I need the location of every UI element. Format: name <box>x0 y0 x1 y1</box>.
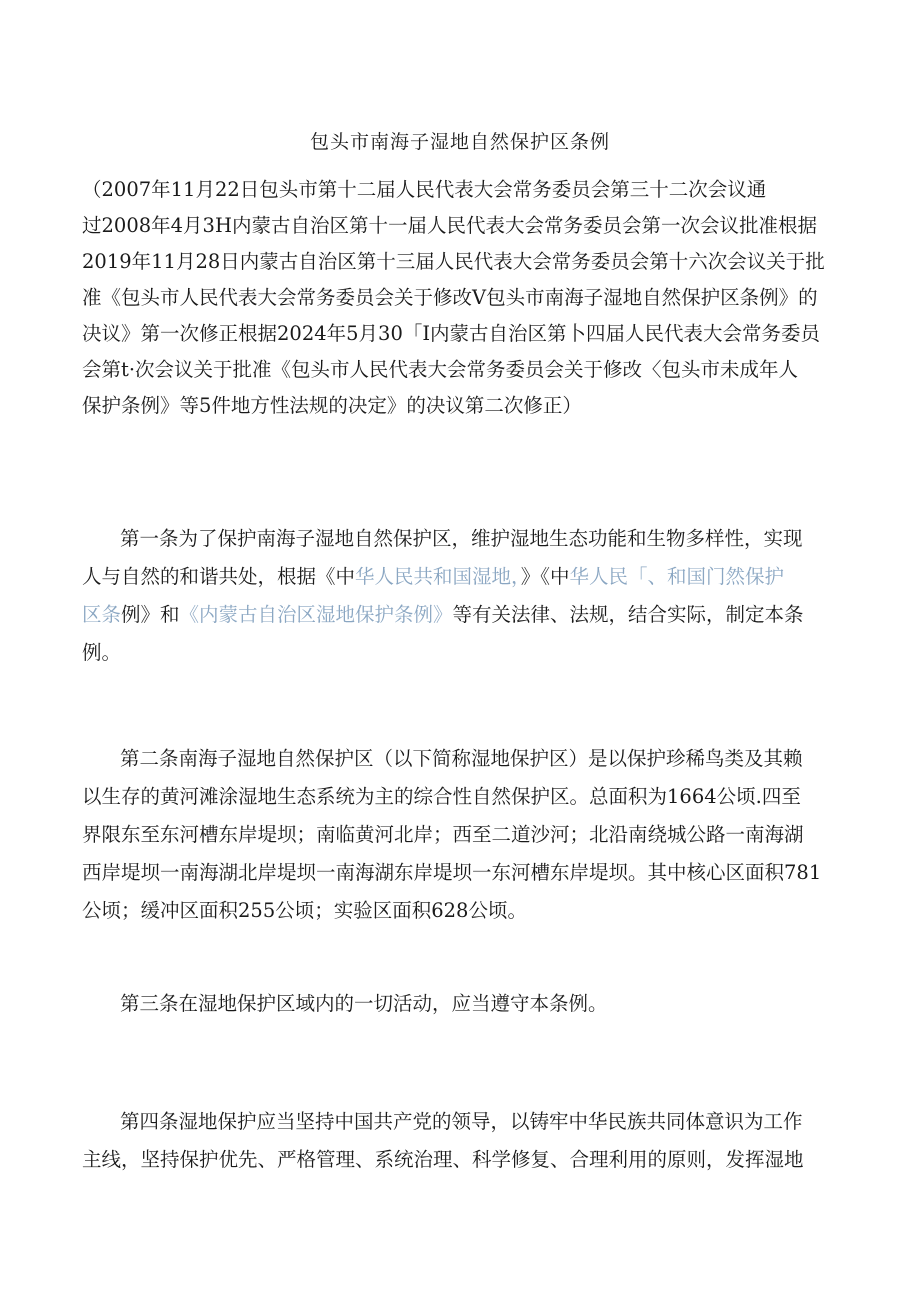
article-2-line: 以生存的黄河滩涂湿地生态系统为主的综合性自然保护区。总面积为1664公顷.四至 <box>82 785 801 808</box>
article-4 <box>82 1103 842 1179</box>
nature-reserve-law-link[interactable]: 华人民「、和国门然保护 <box>569 565 785 588</box>
article-3 <box>82 985 842 1023</box>
article-1-text: 例》和 <box>121 603 180 626</box>
preamble-line: 决议》第一次修正根据2024年5月30「I内蒙古自治区第卜四届人民代表大会常务委员 <box>82 322 821 345</box>
wetland-law-link[interactable]: 华人民共和国湿地， <box>355 565 521 588</box>
preamble-line: （2007年11月22日包头市第十二届人民代表大会常务委员会第三十二次会议通 <box>82 178 767 201</box>
article-1-line: 例。 <box>82 641 122 664</box>
preamble-line: 保护条例》等5件地方性法规的决定》的决议第二次修正） <box>82 394 582 417</box>
preamble-line: 2019年11月28日内蒙古自治区第十三届人民代表大会常务委员会第十六次会议关于批 <box>82 250 825 273</box>
article-2 <box>82 740 842 930</box>
article-4-line: 主线，坚持保护优先、严格管理、系统治理、科学修复、合理利用的原则，发挥湿地 <box>82 1148 804 1171</box>
preamble-line: 准《包头市人民代表大会常务委员会关于修改V包头市南海子湿地自然保护区条例》的 <box>82 286 818 309</box>
preamble-line: 会第t·次会议关于批准《包头市人民代表大会常务委员会关于修改〈包头市未成年人 <box>82 358 799 381</box>
article-2-line: 公顷；缓冲区面积255公顷；实验区面积628公顷。 <box>82 899 527 922</box>
article-1-line: 第一条为了保护南海子湿地自然保护区，维护湿地生态功能和生物多样性，实现 <box>120 527 803 550</box>
nature-reserve-law-link-cont[interactable]: 区条 <box>82 603 122 626</box>
article-2-line: 西岸堤坝一南海湖北岸堤坝一南海湖东岸堤坝一东河槽东岸堤坝。其中核心区面积781 <box>82 861 822 884</box>
article-4-line: 第四条湿地保护应当坚持中国共产党的领导，以铸牢中华民族共同体意识为工作 <box>120 1110 803 1133</box>
article-1-text: 等有关法律、法规，结合实际，制定本条 <box>452 603 804 626</box>
article-3-line: 第三条在湿地保护区域内的一切活动，应当遵守本条例。 <box>120 992 608 1015</box>
article-2-line: 界限东至东河槽东岸堤坝；南临黄河北岸；西至二道沙河；北沿南绕城公路一南海湖 <box>82 823 804 846</box>
article-1-text: 》《中 <box>520 565 570 588</box>
article-1-line <box>82 596 842 634</box>
article-1-line <box>82 558 842 596</box>
article-2-line: 第二条南海子湿地自然保护区（以下简称湿地保护区）是以保护珍稀鸟类及其赖 <box>120 747 803 770</box>
preamble <box>82 172 842 424</box>
inner-mongolia-wetland-regulation-link[interactable]: 《内蒙古自治区湿地保护条例》 <box>179 603 453 626</box>
article-1 <box>82 520 842 672</box>
preamble-line: 过2008年4月3H内蒙古自治区第十一届人民代表大会常务委员会第一次会议批准根据 <box>82 214 817 237</box>
document-title: 包头市南海子湿地自然保护区条例 <box>309 131 610 153</box>
article-1-text: 人与自然的和谐共处，根据《中 <box>82 565 356 588</box>
